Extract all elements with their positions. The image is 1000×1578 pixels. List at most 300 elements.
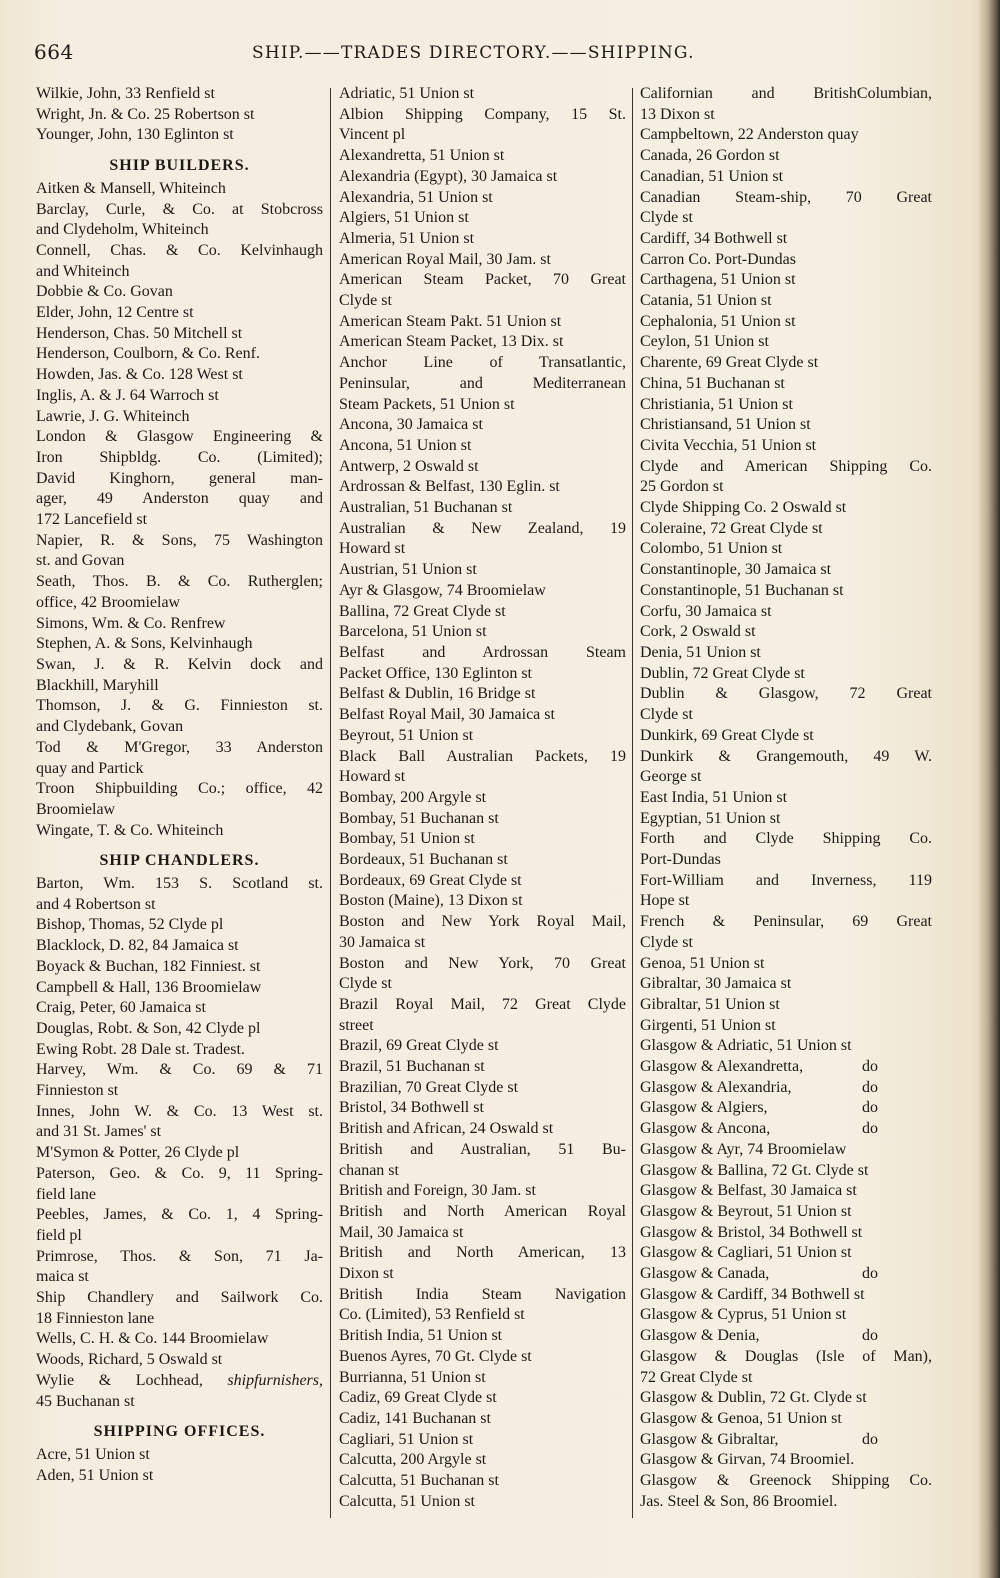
directory-entry [339, 1098, 626, 1119]
directory-entry [339, 1368, 626, 1389]
entry-line: Girgenti, 51 Union st [640, 1016, 776, 1034]
entry-line: Australian, 51 Buchanan st [339, 499, 513, 517]
directory-entry [640, 1409, 932, 1430]
entry-line: maica st [36, 1268, 89, 1286]
entry-line: American Steam Packet, 70 Great [339, 271, 626, 289]
directory-entry [36, 915, 323, 936]
directory-entry [339, 208, 626, 229]
entry-line: Stephen, A. & Sons, Kelvinhaugh [36, 635, 253, 653]
entry-line: Swan, J. & R. Kelvin dock and [36, 655, 323, 673]
entry-name: Glasgow & Gibraltar, [640, 1430, 779, 1448]
entry-line: Ancona, 30 Jamaica st [339, 416, 483, 434]
directory-entry [640, 291, 932, 312]
entry-line: 30 Jamaica st [339, 933, 426, 951]
entry-line: Brazil Royal Mail, 72 Great Clyde [339, 995, 626, 1013]
entry-line: American Royal Mail, 30 Jam. st [339, 250, 551, 268]
directory-entry [640, 995, 932, 1016]
entry-line: Carron Co. Port-Dundas [640, 250, 796, 268]
directory-entry [36, 125, 323, 146]
entry-line: Glasgow & Dublin, 72 Gt. Clyde st [640, 1389, 867, 1407]
entry-line: British and African, 24 Oswald st [339, 1120, 554, 1138]
directory-entry [339, 167, 626, 188]
entry-name: Glasgow & Ancona, [640, 1120, 771, 1138]
directory-entry [640, 643, 932, 664]
entry-line: Craig, Peter, 60 Jamaica st [36, 999, 206, 1017]
directory-entry: Glasgow & Alexandretta, do [640, 1057, 932, 1078]
entry-line: Younger, John, 130 Eglinton st [36, 126, 234, 144]
entry-line: Clyde st [640, 706, 693, 724]
entry-line: Forth and Clyde Shipping Co. [640, 830, 932, 848]
entry-line: Dunkirk, 69 Great Clyde st [640, 726, 814, 744]
entry-line: Corfu, 30 Jamaica st [640, 602, 772, 620]
entry-line: London & Glasgow Engineering & [36, 428, 323, 446]
entry-line: Port-Dundas [640, 851, 721, 869]
directory-entry [36, 634, 323, 655]
entry-line: Howard st [339, 540, 406, 558]
column-3 [640, 84, 932, 1513]
entry-line: Seath, Thos. B. & Co. Rutherglen; [36, 573, 323, 591]
entry-line: Constantinople, 51 Buchanan st [640, 581, 844, 599]
entry-line: Dobbie & Co. Govan [36, 283, 173, 301]
entry-line: Belfast & Dublin, 16 Bridge st [339, 685, 536, 703]
directory-entry [36, 105, 323, 126]
directory-entry [339, 1450, 626, 1471]
entry-line: Co. (Limited), 53 Renfield st [339, 1306, 525, 1324]
directory-entry [36, 998, 323, 1019]
entry-line: Christiania, 51 Union st [640, 395, 793, 413]
directory-entry [36, 1019, 323, 1040]
directory-entry [640, 270, 932, 291]
directory-entry [640, 1243, 932, 1264]
entry-line: Clyde st [640, 933, 693, 951]
directory-entry [36, 1329, 323, 1350]
directory-entry [640, 125, 932, 146]
directory-entry [36, 614, 323, 635]
entry-line: Henderson, Chas. 50 Mitchell st [36, 324, 243, 342]
directory-entry [640, 229, 932, 250]
directory-entry [339, 788, 626, 809]
entry-line: Bombay, 200 Argyle st [339, 788, 487, 806]
directory-entry [640, 622, 932, 643]
directory-entry: Glasgow & Denia, do [640, 1326, 932, 1347]
entry-line: Wright, Jn. & Co. 25 Robertson st [36, 105, 255, 123]
entry-line: French & Peninsular, 69 Great [640, 913, 932, 931]
entry-line: Wilkie, John, 33 Renfield st [36, 85, 215, 102]
entry-line: Glasgow & Genoa, 51 Union st [640, 1410, 842, 1427]
entry-line: Howden, Jas. & Co. 128 West st [36, 366, 243, 384]
directory-entry [339, 1326, 626, 1347]
directory-entry [36, 874, 323, 915]
directory-entry [640, 374, 932, 395]
entry-line: Fort-William and Inverness, 119 [640, 871, 932, 889]
entry-line: Paterson, Geo. & Co. 9, 11 Spring- [36, 1164, 323, 1182]
entry-line: and Whiteinch [36, 262, 130, 280]
column-1 [36, 84, 323, 1486]
directory-entry [36, 282, 323, 303]
directory-entry [640, 581, 932, 602]
entry-line: Glasgow & Ballina, 72 Gt. Clyde st [640, 1161, 869, 1179]
entry-line: Wells, C. H. & Co. 144 Broomielaw [36, 1330, 269, 1348]
entry-line: Innes, John W. & Co. 13 West st. [36, 1102, 323, 1120]
entry-line: Glasgow & Beyrout, 51 Union st [640, 1202, 852, 1220]
entry-line: Bordeaux, 51 Buchanan st [339, 851, 508, 869]
running-head: SHIP.——TRADES DIRECTORY.——SHIPPING. [252, 43, 695, 63]
directory-entry [36, 365, 323, 386]
entry-line: Alexandria, 51 Union st [339, 188, 493, 206]
directory-entry [640, 250, 932, 271]
directory-entry [640, 1016, 932, 1037]
directory-entry [36, 386, 323, 407]
entry-line: Ardrossan & Belfast, 130 Eglin. st [339, 478, 560, 496]
book-binding-gutter [978, 0, 1000, 1578]
entry-line: Napier, R. & Sons, 75 Washington [36, 531, 323, 549]
entry-line: Albion Shipping Company, 15 St. [339, 105, 626, 123]
directory-entry [640, 332, 932, 353]
directory-entry [640, 1450, 932, 1471]
entry-line: Blacklock, D. 82, 84 Jamaica st [36, 937, 239, 955]
directory-entry [339, 809, 626, 830]
entry-name: Glasgow & Alexandretta, [640, 1058, 804, 1076]
directory-entry [640, 684, 932, 725]
entry-line: Ship Chandlery and Sailwork Co. [36, 1289, 323, 1307]
entry-line: Boston and New York, 70 Great [339, 954, 626, 972]
directory-entry [640, 1140, 932, 1161]
entry-line: Jas. Steel & Son, 86 Broomiel. [640, 1492, 838, 1510]
entry-line: Boston and New York Royal Mail, [339, 913, 626, 931]
directory-entry: Glasgow & Algiers, do [640, 1098, 932, 1119]
directory-entry [36, 531, 323, 572]
entry-line: Brazil, 69 Great Clyde st [339, 1037, 499, 1055]
entry-line: field lane [36, 1185, 96, 1203]
directory-entry [640, 415, 932, 436]
directory-entry [36, 1040, 323, 1061]
entry-line: Hope st [640, 892, 690, 910]
directory-entry [339, 684, 626, 705]
entry-line: Bordeaux, 69 Great Clyde st [339, 871, 522, 889]
entry-line: Broomielaw [36, 800, 116, 818]
directory-entry [339, 954, 626, 995]
directory-entry [339, 747, 626, 788]
entry-line: ager, 49 Anderston quay and [36, 490, 323, 508]
directory-entry [36, 1350, 323, 1371]
directory-entry [36, 1143, 323, 1164]
directory-entry [640, 84, 932, 125]
entry-line: Glasgow & Cardiff, 34 Bothwell st [640, 1285, 865, 1303]
directory-entry [640, 1285, 932, 1306]
directory-entry [36, 84, 323, 105]
directory-entry [339, 560, 626, 581]
entry-line: Connell, Chas. & Co. Kelvinhaugh [36, 241, 323, 259]
entry-line: Glasgow & Ayr, 74 Broomielaw [640, 1140, 847, 1158]
directory-entry [339, 829, 626, 850]
directory-entry [339, 1430, 626, 1451]
directory-entry [36, 978, 323, 999]
entry-line: British and North American, 13 [339, 1244, 626, 1262]
directory-entry [36, 1164, 323, 1205]
directory-entry [339, 415, 626, 436]
entry-line: Tod & M'Gregor, 33 Anderston [36, 738, 323, 756]
directory-entry [339, 1471, 626, 1492]
directory-entry [36, 200, 323, 241]
entry-line: Packet Office, 130 Eglinton st [339, 664, 532, 682]
directory-entry: Glasgow & Alexandria, do [640, 1078, 932, 1099]
entry-line: East India, 51 Union st [640, 788, 788, 806]
directory-entry [36, 303, 323, 324]
directory-entry [36, 344, 323, 365]
entry-line: Algiers, 51 Union st [339, 209, 469, 227]
entry-line: Clyde and American Shipping Co. [640, 457, 932, 475]
entry-line: Belfast and Ardrossan Steam [339, 643, 626, 661]
entry-line: Cadiz, 141 Buchanan st [339, 1410, 491, 1427]
directory-entry [339, 188, 626, 209]
entry-line: American Steam Packet, 13 Dix. st [339, 333, 564, 351]
directory-entry [339, 1347, 626, 1368]
entry-line: 72 Great Clyde st [640, 1368, 753, 1386]
directory-entry [36, 779, 323, 820]
entry-line: Gibraltar, 30 Jamaica st [640, 975, 792, 993]
entry-line: Austrian, 51 Union st [339, 561, 477, 579]
directory-entry [640, 1388, 932, 1409]
entry-line: Bishop, Thomas, 52 Clyde pl [36, 916, 224, 934]
directory-entry [339, 912, 626, 953]
directory-entry [640, 1305, 932, 1326]
directory-entry [640, 457, 932, 498]
entry-line: Ballina, 72 Great Clyde st [339, 602, 506, 620]
directory-entry: Glasgow & Gibraltar, do [640, 1430, 932, 1451]
entry-line: Antwerp, 2 Oswald st [339, 457, 479, 475]
entry-line: Simons, Wm. & Co. Renfrew [36, 614, 226, 632]
entry-line: British and Foreign, 30 Jam. st [339, 1182, 536, 1200]
directory-entry [36, 1060, 323, 1101]
entry-name: Glasgow & Algiers, [640, 1099, 768, 1117]
directory-entry [339, 457, 626, 478]
directory-entry [640, 602, 932, 623]
section-heading: SHIPPING OFFICES. [93, 1423, 266, 1441]
entry-line: Constantinople, 30 Jamaica st [640, 561, 832, 579]
directory-entry [339, 1388, 626, 1409]
directory-entry [36, 936, 323, 957]
entry-line: Coleraine, 72 Great Clyde st [640, 519, 823, 537]
entry-line: Almeria, 51 Union st [339, 229, 475, 247]
entry-line: st. and Govan [36, 552, 125, 570]
directory-entry [339, 229, 626, 250]
directory-entry [36, 957, 323, 978]
column-rule-2 [632, 88, 633, 1518]
entry-line: Barcelona, 51 Union st [339, 623, 487, 641]
directory-entry [640, 1181, 932, 1202]
entry-line: Denia, 51 Union st [640, 643, 761, 661]
directory-entry [339, 1202, 626, 1243]
directory-entry [640, 664, 932, 685]
entry-line: Ceylon, 51 Union st [640, 333, 769, 351]
entry-line: 172 Lancefield st [36, 511, 148, 529]
entry-line: Ayr & Glasgow, 74 Broomielaw [339, 581, 546, 599]
directory-entry [339, 1285, 626, 1326]
entry-line: Douglas, Robt. & Son, 42 Clyde pl [36, 1019, 261, 1037]
directory-entry [339, 602, 626, 623]
entry-line: 25 Gordon st [640, 478, 724, 496]
entry-line: Civita Vecchia, 51 Union st [640, 436, 817, 454]
directory-entry [640, 146, 932, 167]
directory-entry [36, 407, 323, 428]
directory-entry [640, 1161, 932, 1182]
entry-line: Steam Packets, 51 Union st [339, 395, 515, 413]
directory-entry [339, 1140, 626, 1181]
directory-entry [640, 436, 932, 457]
directory-entry [339, 84, 626, 105]
entry-line: Clyde st [339, 292, 392, 310]
entry-line: Brazil, 51 Buchanan st [339, 1058, 485, 1076]
directory-entry [640, 912, 932, 953]
entry-line: Primrose, Thos. & Son, 71 Ja- [36, 1247, 323, 1265]
entry-line: Barton, Wm. 153 S. Scotland st. [36, 875, 323, 893]
entry-line: Glasgow & Douglas (Isle of Man), [640, 1347, 932, 1365]
entry-line: Glasgow & Greenock Shipping Co. [640, 1472, 932, 1490]
entry-line: Cardiff, 34 Bothwell st [640, 229, 788, 247]
directory-entry [640, 829, 932, 870]
entry-line: quay and Partick [36, 759, 144, 777]
entry-line: Burrianna, 51 Union st [339, 1368, 486, 1386]
directory-entry [640, 312, 932, 333]
directory-entry [339, 353, 626, 415]
directory-entry: Glasgow & Ancona, do [640, 1119, 932, 1140]
entry-line: Clyde st [640, 209, 693, 227]
directory-entry [640, 954, 932, 975]
directory-entry [640, 498, 932, 519]
entry-line: Blackhill, Maryhill [36, 676, 159, 694]
entry-line: and 31 St. James' st [36, 1123, 162, 1141]
directory-entry [36, 1288, 323, 1329]
entry-line: British and North American Royal [339, 1202, 626, 1220]
entry-line: Cephalonia, 51 Union st [640, 312, 796, 330]
entry-line: Calcutta, 51 Union st [339, 1492, 475, 1510]
directory-entry [36, 655, 323, 696]
entry-line: Glasgow & Cyprus, 51 Union st [640, 1306, 847, 1324]
entry-line: Boyack & Buchan, 182 Finniest. st [36, 957, 261, 975]
column-rule-1 [330, 88, 331, 1518]
directory-entry [339, 250, 626, 271]
directory-entry [36, 1102, 323, 1143]
entry-line: Iron Shipbldg. Co. (Limited); [36, 448, 323, 466]
entry-line: Canadian Steam-ship, 70 Great [640, 188, 932, 206]
entry-line: Dublin, 72 Great Clyde st [640, 664, 805, 682]
entry-line: Thomson, J. & G. Finnieston st. [36, 697, 323, 715]
entry-line: Harvey, Wm. & Co. 69 & 71 [36, 1061, 323, 1079]
entry-line: David Kinghorn, general man- [36, 469, 323, 487]
entry-line: Bombay, 51 Buchanan st [339, 809, 499, 827]
entry-line: Clyde st [339, 975, 392, 993]
entry-line: Mail, 30 Jamaica st [339, 1223, 464, 1241]
entry-line: Glasgow & Girvan, 74 Broomiel. [640, 1451, 855, 1469]
directory-entry [36, 572, 323, 613]
directory-entry [339, 436, 626, 457]
entry-line: Alexandria (Egypt), 30 Jamaica st [339, 167, 558, 185]
entry-line: Calcutta, 200 Argyle st [339, 1451, 487, 1469]
entry-line: Californian and BritishColumbian, [640, 85, 932, 102]
directory-entry [640, 1347, 932, 1388]
directory-entry [640, 974, 932, 995]
directory-entry [640, 539, 932, 560]
entry-line: Gibraltar, 51 Union st [640, 995, 780, 1013]
directory-entry [640, 353, 932, 374]
directory-entry [339, 850, 626, 871]
entry-line: office, 42 Broomielaw [36, 593, 181, 611]
directory-entry [339, 643, 626, 684]
entry-line: American Steam Pakt. 51 Union st [339, 312, 562, 330]
directory-entry [640, 167, 932, 188]
entry-line: chanan st [339, 1161, 399, 1179]
directory-entry [36, 324, 323, 345]
entry-name: Glasgow & Alexandria, [640, 1078, 792, 1096]
directory-entry [36, 427, 323, 531]
directory-entry [339, 1036, 626, 1057]
entry-line: Adriatic, 51 Union st [339, 85, 475, 102]
entry-line: Finnieston st [36, 1082, 119, 1100]
directory-entry [339, 1057, 626, 1078]
directory-entry [339, 312, 626, 333]
entry-line: Ancona, 51 Union st [339, 436, 472, 454]
directory-entry [339, 705, 626, 726]
directory-entry [339, 498, 626, 519]
directory-entry [640, 871, 932, 912]
entry-line: China, 51 Buchanan st [640, 374, 785, 392]
entry-line: Barclay, Curle, & Co. at Stobcross [36, 200, 323, 218]
entry-line: Campbell & Hall, 136 Broomielaw [36, 978, 262, 996]
entry-line: Beyrout, 51 Union st [339, 726, 474, 744]
directory-entry [640, 726, 932, 747]
directory-entry [339, 105, 626, 146]
entry-line: Glasgow & Adriatic, 51 Union st [640, 1037, 852, 1055]
entry-line: Inglis, A. & J. 64 Warroch st [36, 386, 219, 404]
directory-entry [640, 1471, 932, 1512]
directory-entry [339, 891, 626, 912]
entry-line: Elder, John, 12 Centre st [36, 304, 194, 322]
directory-entry [339, 519, 626, 560]
entry-line: Glasgow & Belfast, 30 Jamaica st [640, 1182, 857, 1200]
directory-entry [640, 519, 932, 540]
directory-entry [339, 1409, 626, 1430]
entry-line: 45 Buchanan st [36, 1392, 135, 1410]
directory-entry [36, 179, 323, 200]
directory-entry [640, 560, 932, 581]
directory-entry [339, 1078, 626, 1099]
directory-entry [339, 146, 626, 167]
column-2 [339, 84, 626, 1513]
entry-line: Alexandretta, 51 Union st [339, 147, 505, 165]
page-number: 664 [34, 40, 74, 64]
directory-entry [640, 1202, 932, 1223]
directory-entry [339, 1243, 626, 1284]
directory-entry [36, 1445, 323, 1466]
directory-entry [640, 809, 932, 830]
entry-line: British and Australian, 51 Bu- [339, 1140, 626, 1158]
entry-line: Bombay, 51 Union st [339, 830, 475, 848]
directory-entry [36, 1205, 323, 1246]
entry-line: Buenos Ayres, 70 Gt. Clyde st [339, 1347, 532, 1365]
entry-line: Cagliari, 51 Union st [339, 1430, 474, 1448]
directory-entry [339, 995, 626, 1036]
directory-entry [640, 1223, 932, 1244]
entry-line: Genoa, 51 Union st [640, 954, 765, 972]
entry-line: Wylie & Lochhead, shipfurnishers, [36, 1371, 323, 1389]
directory-entry [339, 270, 626, 311]
entry-line: M'Symon & Potter, 26 Clyde pl [36, 1144, 240, 1162]
entry-line: Peebles, James, & Co. 1, 4 Spring- [36, 1206, 323, 1224]
directory-entry [339, 1181, 626, 1202]
entry-line: Dixon st [339, 1265, 394, 1283]
directory-entry: Glasgow & Canada, do [640, 1264, 932, 1285]
entry-line: Boston (Maine), 13 Dixon st [339, 892, 523, 910]
